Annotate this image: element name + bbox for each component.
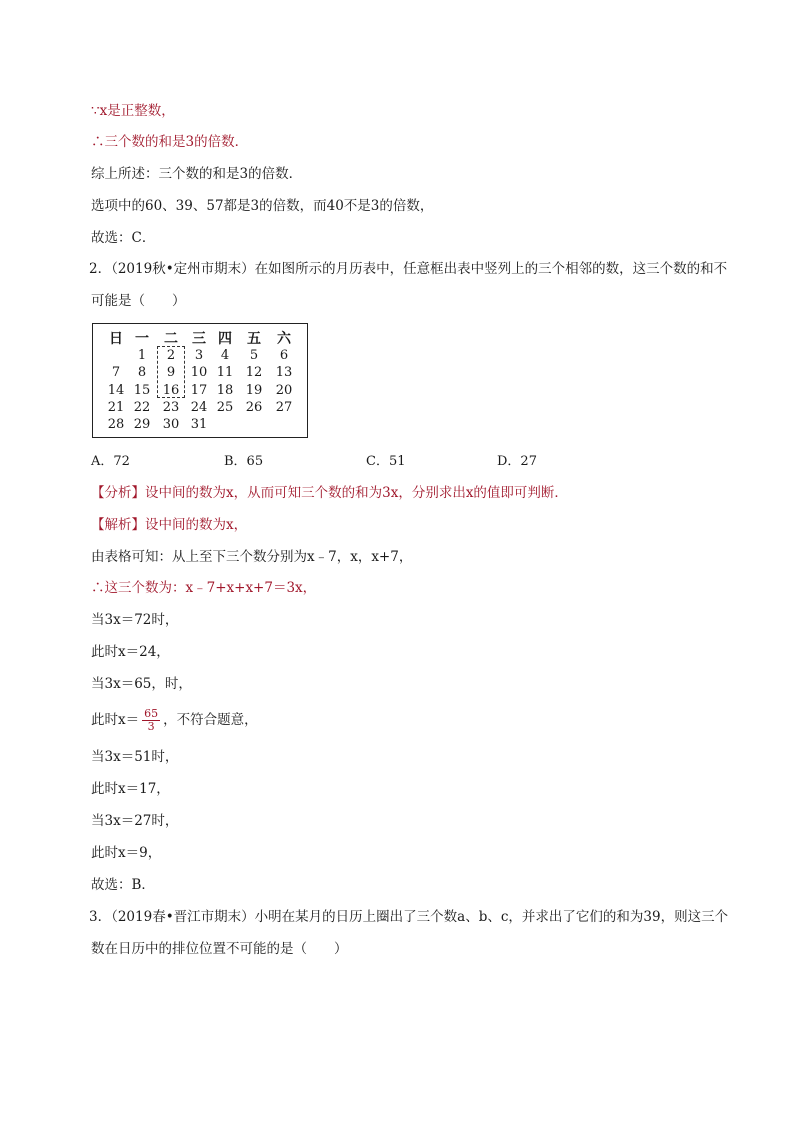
option-b: B．65 [224,454,264,469]
text-line: 故选：C． [91,230,156,246]
solution-step: 当3x＝72时， [91,612,179,628]
calendar-day-cell: 5 [249,348,259,363]
solution-step-fraction [91,707,258,733]
calendar-header-cell: 三 [192,331,206,347]
solution-step: 此时x＝ [91,712,140,728]
option-a: A．72 [91,454,130,469]
solution-text: 设中间的数为x， [145,517,248,533]
calendar-header-cell: 一 [135,331,149,347]
solution-step: 当3x＝65，时， [91,676,192,692]
solution-step: 当3x＝27时， [91,813,179,829]
calendar-day-cell: 31 [190,417,208,432]
calendar-day-cell: 17 [190,383,208,398]
calendar-day-cell: 9 [166,365,176,380]
calendar-day-cell: 28 [107,417,125,432]
calendar-day-cell: 20 [275,383,293,398]
calendar-day-cell: 23 [162,400,180,415]
question-text-cont: 可能是（ ） [91,293,186,309]
calendar-day-cell: 3 [194,348,204,363]
calendar-day-cell: 4 [220,348,230,363]
dashed-selection-box [157,346,185,398]
fraction-denominator: 3 [147,720,155,733]
solution-line [91,516,247,534]
solution-step: 故选：B． [91,877,155,893]
option-d: D．27 [497,454,537,469]
analysis-tag: 【分析】 [91,485,145,501]
text-line: 选项中的60、39、57都是3的倍数，而40不是3的倍数， [91,198,434,214]
question-text: （2019秋•定州市期末）在如图所示的月历表中，任意框出表中竖列上的三个相邻的数，这三个数的和不 [111,261,728,277]
calendar-header-cell: 四 [218,331,232,347]
solution-step: 此时x＝24， [91,644,170,660]
calendar-day-cell: 24 [190,400,208,415]
solution-step: ∴这三个数为：x﹣7+x+x+7＝3x， [91,580,317,596]
fraction-tail: ，不符合题意， [163,712,258,728]
text-line: 综上所述：三个数的和是3的倍数． [91,166,303,182]
calendar-day-cell: 7 [111,365,121,380]
calendar-day-cell: 14 [107,383,125,398]
solution-step: 此时x＝9， [91,845,162,861]
calendar-day-cell: 13 [275,365,293,380]
calendar-day-cell: 2 [166,348,176,363]
calendar-day-cell: 30 [162,417,180,432]
calendar-day-cell: 8 [137,365,147,380]
calendar-day-cell: 10 [190,365,208,380]
calendar-day-cell: 11 [216,365,234,380]
calendar-day-cell: 12 [245,365,263,380]
question-text-cont: 数在日历中的排位位置不可能的是（ ） [91,941,348,957]
fraction [142,708,160,733]
calendar-day-cell: 25 [216,400,234,415]
calendar-header-cell: 五 [247,331,261,347]
analysis-text: 设中间的数为x，从而可知三个数的和为3x，分别求出x的值即可判断． [145,485,568,501]
calendar-day-cell: 21 [107,400,125,415]
calendar-day-cell: 6 [279,348,289,363]
text-line: ∵x是正整数， [91,103,175,119]
analysis-line [91,484,568,502]
calendar-day-cell: 19 [245,383,263,398]
question-2 [89,260,727,278]
solution-tag: 【解析】 [91,517,145,533]
calendar-day-cell: 16 [162,383,180,398]
option-c: C．51 [366,454,406,469]
solution-step: 此时x＝17， [91,781,170,797]
calendar-day-cell: 18 [216,383,234,398]
calendar-day-cell: 29 [133,417,151,432]
calendar-day-cell: 1 [137,348,147,363]
calendar-day-cell: 27 [275,400,293,415]
solution-step: 当3x＝51时， [91,749,179,765]
solution-step: 由表格可知：从上至下三个数分别为x﹣7，x，x+7， [91,549,413,565]
calendar-header-cell: 二 [164,331,178,347]
question-3 [89,908,728,926]
text-line: ∴三个数的和是3的倍数． [91,134,249,150]
calendar-day-cell: 22 [133,400,151,415]
fraction-numerator: 65 [144,707,159,720]
question-text: （2019春•晋江市期末）小明在某月的日历上圈出了三个数a、b、c，并求出了它们的和为39，则这三个 [111,909,729,925]
calendar-header-cell: 六 [277,331,291,347]
calendar-day-cell: 26 [245,400,263,415]
question-number: 3． [89,909,112,925]
question-number: 2． [89,261,112,277]
calendar-day-cell: 15 [133,383,151,398]
calendar-header-cell: 日 [109,331,123,347]
